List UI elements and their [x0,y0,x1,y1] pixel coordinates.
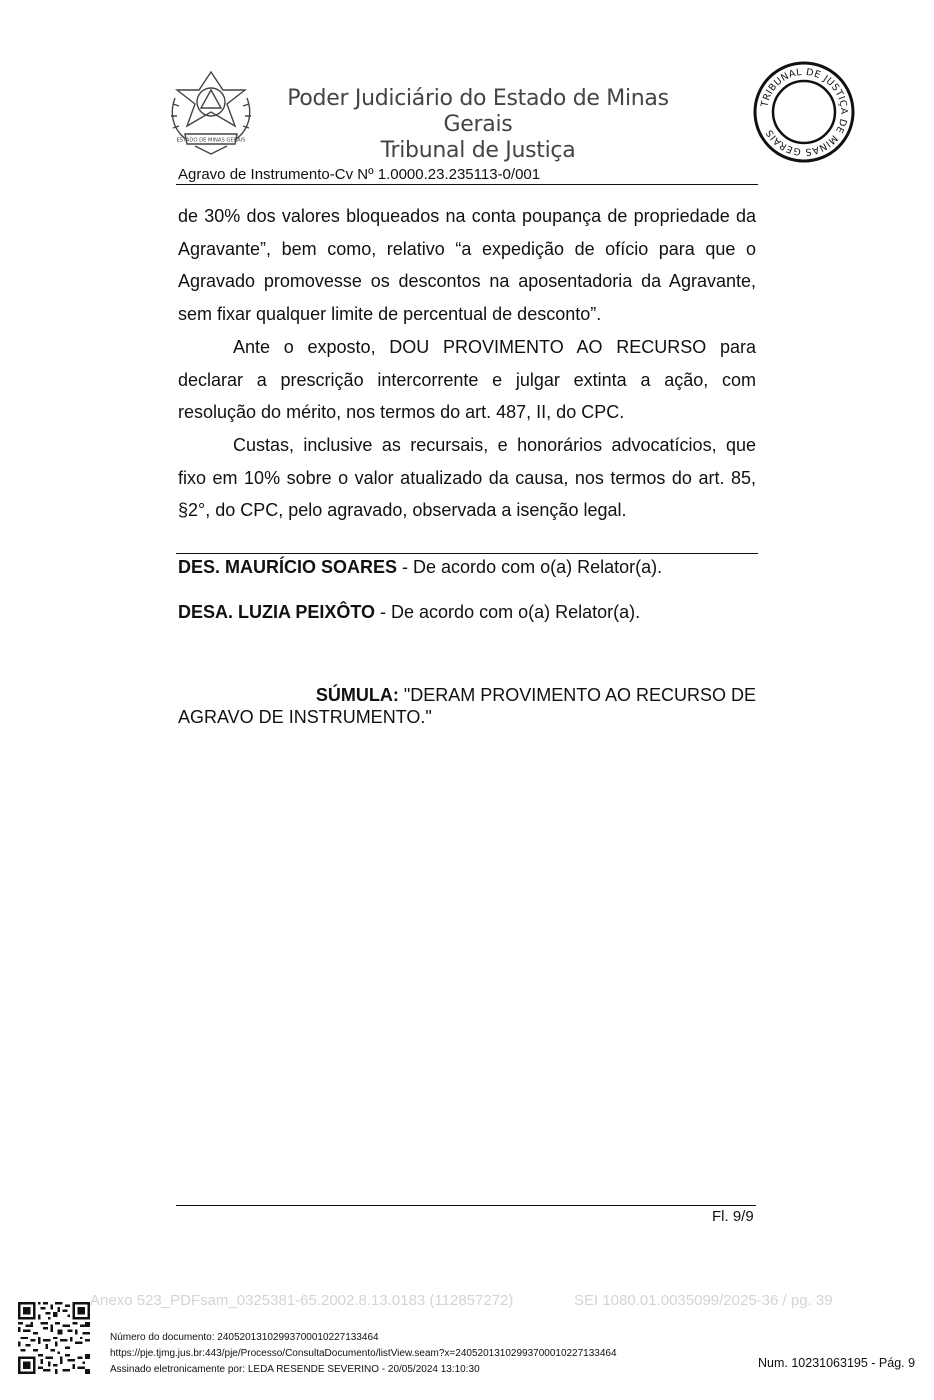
sumula-text-2: AGRAVO DE INSTRUMENTO." [178,707,432,727]
coat-of-arms-icon [165,68,257,156]
vote-2 [178,602,640,623]
paragraph-1: de 30% dos valores bloqueados na conta poupança de propriedade da Agravante”, bem como, relativo “a expedição de ofício para que o Agravado promovesse os descontos na aposentadoria da Agravante, sem fixar qualquer limite de percentual de desconto”. [178,206,756,324]
annex-left: Anexo 523_PDFsam_0325381-65.2002.8.13.0183 (112857272) [90,1292,514,1309]
vote-1 [178,557,662,578]
document-number: Número do documento: 24052013102993700010227133464 [110,1332,379,1343]
votes-divider [176,553,758,554]
document-url[interactable]: https://pje.tjmg.jus.br:443/pje/Processo/ConsultaDocumento/listView.seam?x=24052013102993700010227133464 [110,1348,617,1359]
sumula-label: SÚMULA: [315,685,399,705]
vote-2-text: - De acordo com o(a) Relator(a). [375,602,641,622]
signature-line: Assinado eletronicamente por: LEDA RESENDE SEVERINO - 20/05/2024 13:10:30 [110,1364,480,1375]
header-divider [176,184,758,185]
vote-2-judge: DESA. LUZIA PEIXÔTO [178,602,376,622]
court-subtitle: Tribunal de Justiça [380,138,576,163]
footer-divider [176,1205,756,1206]
sumula-text-1: "DERAM PROVIMENTO AO RECURSO DE [398,685,756,705]
case-reference: Agravo de Instrumento-Cv Nº 1.0000.23.235113-0/001 [178,166,541,183]
qr-code-icon [18,1302,90,1374]
paragraph-3: Custas, inclusive as recursais, e honorários advocatícios, que fixo em 10% sobre o valor atualizado da causa, nos termos do art. 85, §2°, do CPC, pelo agravado, observada a isenção legal. [178,435,756,520]
court-seal-icon [752,60,856,164]
vote-1-text: - De acordo com o(a) Relator(a). [397,557,663,577]
paragraph-2: Ante o exposto, DOU PROVIMENTO AO RECURSO para declarar a prescrição intercorrente e julgar extinta a ação, com resolução do mérito, nos termos do art. 487, II, do CPC. [178,337,756,422]
court-name: Poder Judiciário do Estado de Minas Gerais [287,86,669,137]
annex-right: SEI 1080.01.0035099/2025-36 / pg. 39 [574,1292,833,1309]
vote-1-judge: DES. MAURÍCIO SOARES [178,557,398,577]
coat-label: ESTADO DE MINAS GERAIS [176,137,246,144]
page-number: Num. 10231063195 - Pág. 9 [758,1356,916,1370]
court-title [258,86,698,164]
folio: Fl. 9/9 [712,1208,754,1225]
sumula [178,684,756,728]
seal-text: TRIBUNAL DE JUSTIÇA DE MINAS GERAIS [759,66,850,158]
